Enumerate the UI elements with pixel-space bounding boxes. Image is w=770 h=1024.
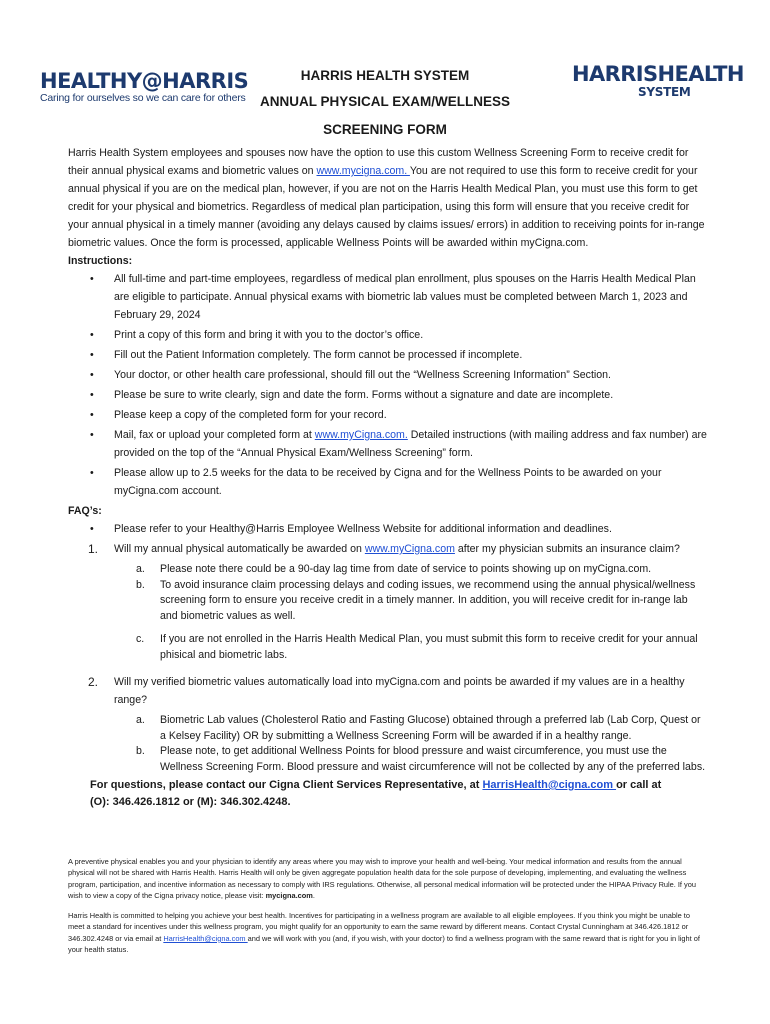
question-text: after my physician submits an insurance claim? (454, 543, 680, 555)
answer-letter: c. (136, 633, 145, 645)
list-item: • All full-time and part-time employees, regardless of medical plan enrollment, plus spouses on the Harris Health Medical Plan are eligible to participate. Annual physical exams with biometric lab values must be completed between March 1, 2023 and February 29, 2024 (68, 270, 708, 324)
instructions-list (68, 270, 708, 500)
mycigna-link[interactable]: www.myCigna.com. (314, 429, 408, 441)
logo-brand-text: HARRISHEALTH (572, 62, 744, 86)
faq-question-2 (68, 673, 708, 709)
page-title-line-3: SCREENING FORM (323, 122, 447, 137)
list-item: • Print a copy of this form and bring it with you to the doctor’s office. (68, 326, 708, 344)
intro-paragraph (68, 144, 708, 252)
page-title-line-2: ANNUAL PHYSICAL EXAM/WELLNESS (259, 94, 511, 109)
faq-q1-answers (68, 562, 708, 663)
list-item: • Please refer to your Healthy@Harris Employee Wellness Website for additional information and deadlines. (68, 520, 708, 538)
item-text: Detailed instructions (with mailing address and fax number) are provided on the top of the “Annual Physical Exam/Wellness Screening” form. (114, 429, 707, 459)
logo-sub-text: SYSTEM (638, 85, 691, 99)
mycigna-bold: mycigna.com (265, 891, 313, 901)
list-item: • Fill out the Patient Information completely. The form cannot be processed if incomplete. (68, 346, 708, 364)
answer-text: Please note there could be a 90-day lag time from date of service to points showing up on myCigna.com. (160, 563, 652, 575)
faq-question-list-2 (68, 673, 708, 709)
list-item: • Please be sure to write clearly, sign and date the form. Forms without a signature and date are incomplete. (68, 386, 708, 404)
healthy-at-harris-logo (40, 69, 249, 104)
form-body (68, 144, 708, 811)
notice-text: . (312, 891, 315, 901)
harris-health-system-logo (572, 62, 744, 99)
contact-text: or call at (616, 779, 662, 791)
answer-item (68, 578, 708, 625)
faq-bullet-list (68, 520, 708, 538)
question-number: 1. (88, 542, 99, 556)
answer-text: Please note, to get additional Wellness Points for blood pressure and waist circumference, you must use the Wellness Screening Form. Blood pressure and waist circumference will not be collected by any of the preferred labs. (160, 745, 706, 773)
notice-text: and we will work with you (and, if you wish, with your doctor) to find a wellness program with the same reward that is right for you in light of your health status. (68, 933, 700, 955)
list-item: • Your doctor, or other health care professional, should fill out the “Wellness Screening Information” Section. (68, 366, 708, 384)
faq-question-list (68, 540, 708, 558)
answer-letter: a. (136, 714, 145, 726)
privacy-notice (68, 856, 708, 902)
incentive-notice (68, 910, 708, 956)
instructions-heading: Instructions: (68, 255, 133, 267)
contact-phones: (O): 346.426.1812 or (M): 346.302.4248. (90, 796, 291, 808)
list-item: • Please allow up to 2.5 weeks for the data to be received by Cigna and for the Wellness Points to be awarded on your myCigna.com account. (68, 464, 708, 500)
contact-block (68, 777, 708, 811)
answer-letter: b. (136, 745, 145, 757)
item-text: Mail, fax or upload your completed form at (114, 429, 315, 441)
logo-brand-text: HEALTHY@HARRIS (40, 69, 249, 93)
cigna-email-link[interactable]: HarrisHealth@cigna.com (482, 779, 617, 791)
answer-text: To avoid insurance claim processing delays and coding issues, we recommend using the annual physical/wellness screening form to ensure you receive credit in a timely manner. In addition, you will receive credit for in-range lab and biometric values as well. (160, 578, 696, 622)
faq-question-1 (68, 540, 708, 558)
answer-item (68, 744, 708, 775)
notice-text: Harris Health is committed to helping you achieve your best health. Incentives for participating in a wellness program are available to all eligible employees. If you think you might be unable to meet a standard for incentives under this wellness program, you might qualify for an opportunity to earn the same reward by different means. Contact Crystal Cunningham at 346.426.1812 or 346.302.4248 or via email at (68, 911, 690, 943)
list-item: • Please keep a copy of the completed form for your record. (68, 406, 708, 424)
mycigna-link[interactable]: www.myCigna.com (364, 543, 455, 555)
contact-text: For questions, please contact our Cigna Client Services Representative, at (90, 779, 483, 791)
question-text: Will my verified biometric values automatically load into myCigna.com and points be awarded if my values are in a healthy range? (114, 676, 685, 706)
answer-text: Biometric Lab values (Cholesterol Ratio and Fasting Glucose) obtained through a preferred lab (Lab Corp, Quest or a Kelsey Facility) OR by submitting a Wellness Screening Form will be awarded if in a healthy range. (160, 714, 701, 742)
notice-text: A preventive physical enables you and your physician to identify any areas where you may wish to improve your health and well-being. Your medical information and results from the annual physical will not be shared with Harris Health. Harris Health will only be given aggregate population health data for the sole purpose of developing, implementing, and evaluating the wellness program, participation, and incentive information as necessary to comply with IRS regulations. Otherwise, all personal medical information will be protected under the HIPAA Privacy Rule. If you wish to view a copy of the Cigna privacy notice, please visit: (68, 857, 696, 901)
answer-letter: a. (136, 563, 145, 575)
logo-tagline: Caring for ourselves so we can care for others (40, 92, 246, 104)
question-number: 2. (88, 675, 99, 689)
page-title-line-1: HARRIS HEALTH SYSTEM (300, 68, 470, 83)
question-text: Will my annual physical automatically be awarded on (114, 543, 365, 555)
faq-heading: FAQ’s: (68, 505, 102, 517)
answer-item (68, 713, 708, 744)
intro-text: Harris Health System employees and spouses now have the option to use this custom Wellness Screening Form to receive credit for their annual physical exams and biometric values on (68, 147, 689, 177)
cigna-email-link[interactable]: HarrisHealth@cigna.com (163, 933, 248, 943)
list-item (68, 426, 708, 462)
answer-text: If you are not enrolled in the Harris Health Medical Plan, you must submit this form to receive credit for your annual phisical and biometric labs. (160, 633, 698, 661)
answer-item (68, 632, 708, 663)
faq-q2-answers (68, 713, 708, 775)
answer-item (68, 562, 708, 578)
answer-letter: b. (136, 578, 145, 591)
intro-text-cont: You are not required to use this form to receive credit for your annual physical if you are on the medical plan, however, if you are not on the Harris Health Medical Plan, you must use this form to get credit for your physical and biometrics. Regardless of medical plan participation, using this form will ensure that you receive credit for your annual physical in a timely manner (avoiding any delays caused by claims issues/ errors) in addition to receiving points for in-range biometric values. Once the form is processed, applicable Wellness Points will be awarded within myCigna.com. (68, 165, 705, 249)
mycigna-link[interactable]: www.mycigna.com. (316, 165, 410, 177)
